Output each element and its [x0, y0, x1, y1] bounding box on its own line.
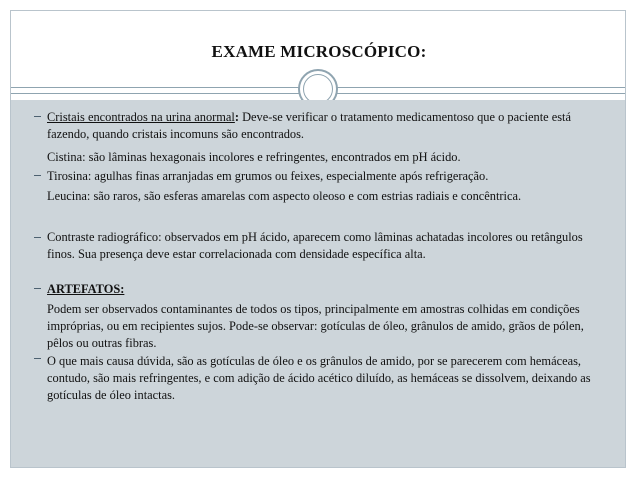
- artefatos-heading: ARTEFATOS:: [47, 282, 125, 296]
- paragraph-duvida: O que mais causa dúvida, são as gotículas de óleo e os grânulos de amido, por se parecerem com hemáceas, contudo, são mais refringentes, e com adição de ácido acético diluído, as hemáceas se dissolvem, deixando as gotículas de óleo intactas.: [47, 354, 591, 402]
- bullet-dash-icon: [34, 175, 41, 176]
- bullet-dash-icon: [34, 358, 41, 359]
- paragraph-tirosina: Tirosina: agulhas finas arranjadas em grumos ou feixes, especialmente após refrigeração.: [47, 169, 489, 183]
- paragraph-contraste: Contraste radiográfico: observados em pH ácido, aparecem como lâminas achatadas incolores ou retângulos finos. Sua presença deve estar correlacionada com densidade específica alta.: [47, 230, 583, 261]
- bullet-dash-icon: [34, 116, 41, 117]
- paragraph-cistina: Cistina: são lâminas hexagonais incolores e refringentes, encontrados em pH ácido.: [47, 150, 461, 164]
- cristais-colon: :: [234, 110, 240, 124]
- slide-title: EXAME MICROSCÓPICO:: [211, 42, 427, 61]
- bullet-dash-icon: [34, 288, 41, 289]
- cristais-text: Deve-se verificar o tratamento medicamentoso que o paciente está fazendo, quando cristais incomuns são encontrados.: [47, 110, 572, 141]
- paragraph-artefatos: Podem ser observados contaminantes de todos os tipos, principalmente em amostras colhidas em condições impróprias, ou em recipientes sujos. Pode-se observar: gotículas de óleo, grânulos de amido, grãos de pólen, pêlos ou outras fibras.: [47, 302, 584, 350]
- paragraph-cristais: [47, 109, 607, 143]
- paragraph-leucina: Leucina: são raros, são esferas amarelas com aspecto oleoso e com estrias radiais e concêntrica.: [47, 189, 522, 203]
- content-area: [11, 100, 625, 467]
- cristais-heading: Cristais encontrados na urina anormal: [47, 110, 235, 124]
- bullet-dash-icon: [34, 237, 41, 238]
